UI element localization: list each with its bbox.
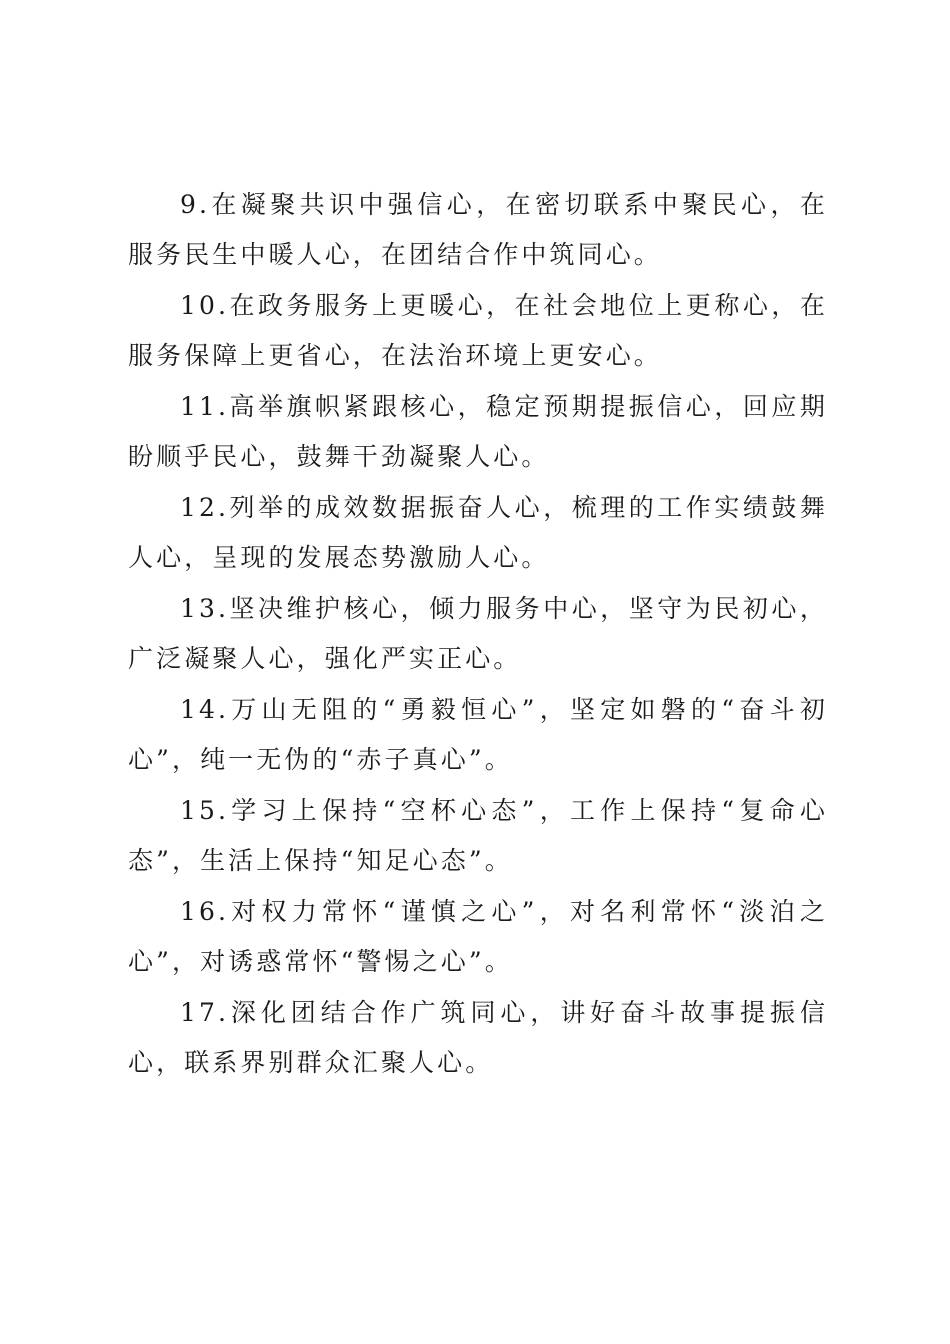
paragraph-11: 11.高举旗帜紧跟核心，稳定预期提振信心，回应期盼顺乎民心，鼓舞干劲凝聚人心。 [128, 392, 828, 471]
paragraph-16: 16.对权力常怀“谨慎之心”，对名利常怀“淡泊之心”，对诱惑常怀“警惕之心”。 [128, 897, 828, 976]
paragraph-15: 15.学习上保持“空杯心态”，工作上保持“复命心态”，生活上保持“知足心态”。 [128, 796, 828, 875]
document-body [128, 180, 828, 1089]
paragraph-17: 17.深化团结合作广筑同心，讲好奋斗故事提振信心，联系界别群众汇聚人心。 [128, 998, 828, 1077]
paragraph-10: 10.在政务服务上更暖心，在社会地位上更称心，在服务保障上更省心，在法治环境上更安心。 [128, 291, 828, 370]
paragraph-14: 14.万山无阻的“勇毅恒心”，坚定如磐的“奋斗初心”，纯一无伪的“赤子真心”。 [128, 695, 828, 774]
paragraph-9: 9.在凝聚共识中强信心，在密切联系中聚民心，在服务民生中暖人心，在团结合作中筑同心。 [128, 190, 828, 269]
paragraph-12: 12.列举的成效数据振奋人心，梳理的工作实绩鼓舞人心，呈现的发展态势激励人心。 [128, 493, 828, 572]
paragraph-13: 13.坚决维护核心，倾力服务中心，坚守为民初心，广泛凝聚人心，强化严实正心。 [128, 594, 828, 673]
